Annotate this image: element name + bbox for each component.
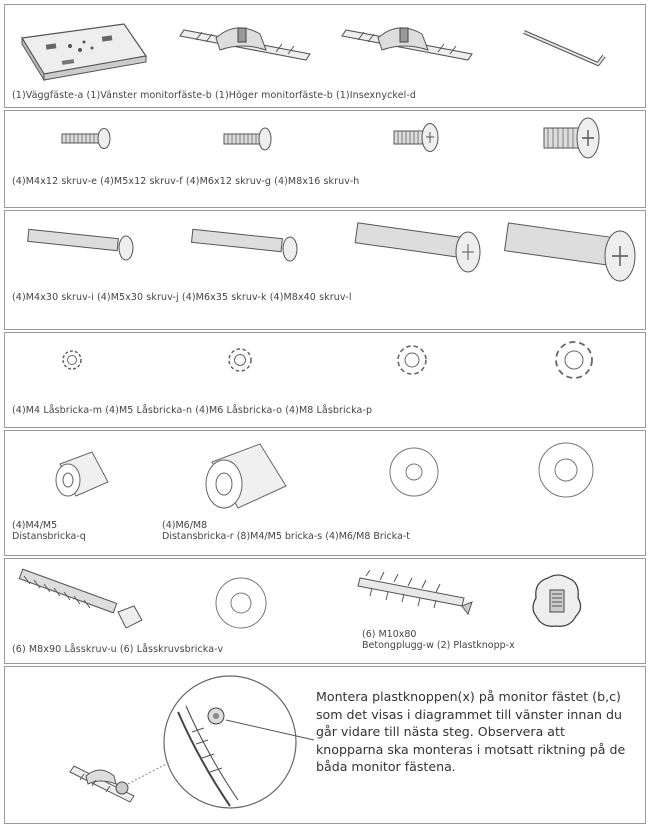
screw-icon bbox=[26, 222, 138, 262]
screw-icon bbox=[540, 114, 610, 164]
screw-icon bbox=[222, 124, 282, 154]
row1-label: (1)Väggfäste-a (1)Vänster monitorfäste-b (1)Höger monitorfäste-b (1)Insexnyckel-d bbox=[12, 90, 417, 101]
lag-bolt-icon bbox=[14, 566, 144, 636]
lock-washer-icon bbox=[394, 342, 430, 378]
lock-washer-icon bbox=[226, 346, 254, 374]
spacer-icon bbox=[194, 438, 294, 518]
screw-icon bbox=[502, 214, 642, 284]
wall-bracket-icon bbox=[14, 16, 154, 86]
right-monitor-bracket-icon bbox=[338, 16, 478, 76]
plastic-knob-icon bbox=[522, 568, 592, 638]
row5-r-label: (4)M6/M8 Distansbricka-r (8)M4/M5 bricka-s (4)M6/M8 Bricka-t bbox=[162, 520, 410, 542]
lock-washer-icon bbox=[552, 338, 596, 382]
left-monitor-bracket-icon bbox=[176, 16, 316, 76]
washer-icon bbox=[536, 440, 596, 500]
screw-icon bbox=[60, 124, 120, 154]
row4-label: (4)M4 Låsbricka-m (4)M5 Låsbricka-n (4)M6 Låsbricka-o (4)M8 Låsbricka-p bbox=[12, 405, 373, 416]
washer-icon bbox=[388, 446, 440, 498]
row2-label: (4)M4x12 skruv-e (4)M5x12 skruv-f (4)M6x12 skruv-g (4)M8x16 skruv-h bbox=[12, 176, 360, 187]
row6-left-label: (6) M8x90 Låsskruv-u (6) Låsskruvsbricka-v bbox=[12, 644, 224, 655]
concrete-plug-icon bbox=[352, 566, 482, 626]
row6-w-label: (6) M10x80 Betongplugg-w (2) Plastknopp-x bbox=[362, 629, 515, 651]
instruction-text: Montera plastknoppen(x) på monitor fästet (b,c) som det visas i diagrammet till vänster innan du går vidare till nästa steg. Observera att knopparna ska monteras i motsatt riktning på de båda monitor fästena. bbox=[316, 689, 626, 775]
row3-label: (4)M4x30 skruv-i (4)M5x30 skruv-j (4)M6x35 skruv-k (4)M8x40 skruv-l bbox=[12, 292, 352, 303]
lock-washer-icon bbox=[60, 348, 84, 372]
screw-icon bbox=[352, 216, 492, 276]
assembly-diagram-icon bbox=[30, 672, 330, 824]
spacer-icon bbox=[50, 444, 114, 504]
washer-icon bbox=[214, 576, 268, 630]
screw-icon bbox=[392, 120, 452, 156]
hex-key-icon bbox=[520, 26, 620, 76]
row5-q-label: (4)M4/M5 Distansbricka-q bbox=[12, 520, 86, 542]
screw-icon bbox=[190, 222, 302, 262]
